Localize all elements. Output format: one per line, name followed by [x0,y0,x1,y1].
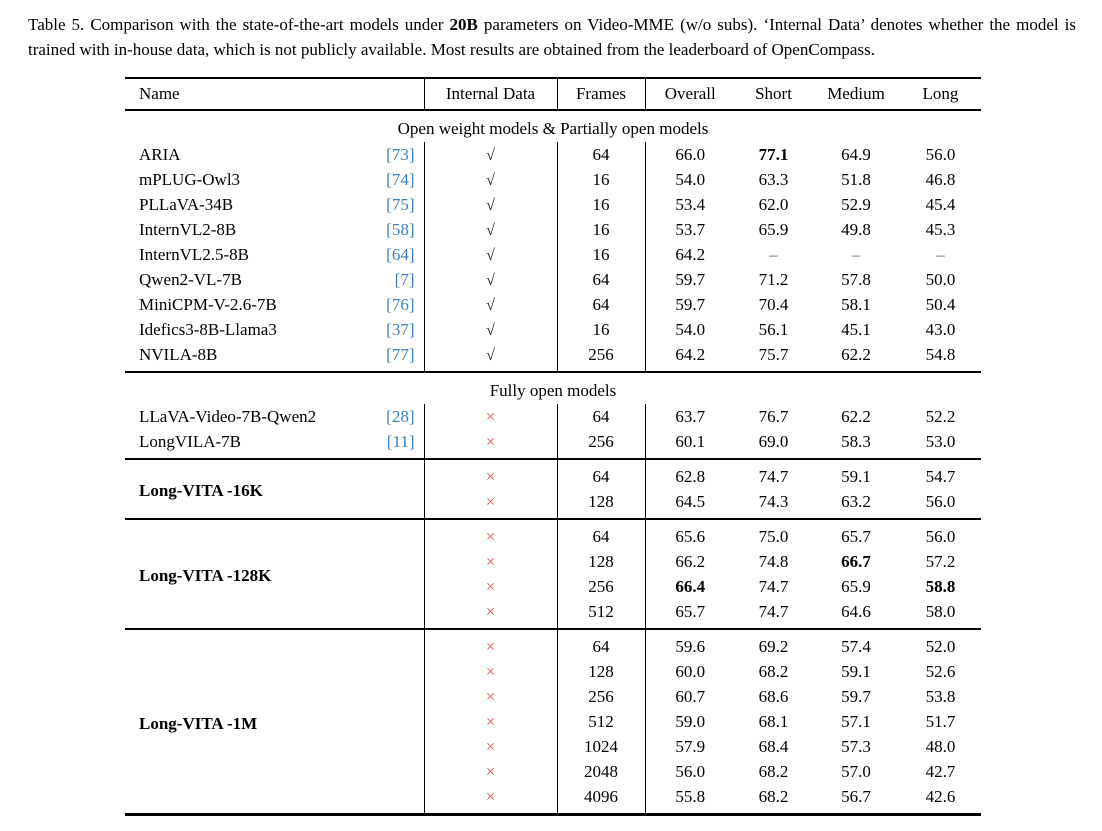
internal-data-cell [424,142,557,167]
medium-cell: 51.8 [841,169,871,189]
long-cell: 57.2 [925,551,956,571]
medium-cell: 57.4 [812,629,900,659]
medium-cell: 57.3 [841,736,871,756]
frames-cell: 256 [557,429,645,459]
citation-link[interactable]: [37] [386,319,415,339]
table-row [125,242,981,267]
frames-cell: 512 [557,599,645,629]
internal-data-cell [424,549,557,574]
model-name: Qwen2-VL-7B [139,269,242,289]
frames-cell: 2048 [557,759,645,784]
table-caption [28,12,1076,62]
frames-cell: 64 [557,629,645,659]
frames-cell: 128 [557,549,645,574]
medium-cell: 45.1 [841,319,871,339]
citation-link[interactable]: [75] [386,194,415,214]
frames-cell: 16 [557,167,645,192]
medium-cell: 65.9 [841,576,871,596]
long-cell: 50.4 [925,294,956,314]
citation-link[interactable]: [76] [386,294,415,314]
long-cell: 46.8 [925,169,956,189]
section-title-row [125,372,981,404]
long-cell: 56.0 [925,491,956,511]
cross-icon: × [485,661,496,681]
cross-icon: × [485,736,496,756]
cross-icon: × [485,786,496,806]
medium-cell: 66.7 [841,551,871,571]
citation-link[interactable]: [73] [386,144,415,164]
cross-icon: × [485,686,496,706]
short-cell: 69.0 [758,431,789,451]
medium-cell: 63.2 [841,491,871,511]
model-name-inner [139,170,415,190]
short-cell: 74.7 [758,576,789,596]
long-cell: 52.6 [925,661,956,681]
medium-cell: 65.7 [812,519,900,549]
table-row [125,317,981,342]
overall-cell: 59.7 [645,267,735,292]
header-frames: Frames [557,78,645,110]
medium-cell: 57.1 [841,711,871,731]
cross-icon: × [485,576,496,596]
medium-cell: 64.6 [841,601,871,621]
long-cell: 51.7 [925,711,956,731]
overall-cell: 59.0 [645,709,735,734]
model-name: MiniCPM-V-2.6-7B [139,294,277,314]
internal-data-cell [424,342,557,372]
model-name-inner [139,295,415,315]
short-cell: – [769,244,778,264]
overall-cell: 65.7 [645,599,735,629]
overall-cell: 60.7 [645,684,735,709]
overall-cell: 63.7 [645,404,735,429]
model-name-cell [125,267,424,292]
short-cell: 68.2 [758,786,789,806]
model-name-inner [139,345,415,365]
model-name-cell [125,167,424,192]
medium-cell: 58.1 [841,294,871,314]
frames-cell: 64 [557,267,645,292]
citation-link[interactable]: [77] [386,344,415,364]
internal-data-cell [424,192,557,217]
citation-link[interactable]: [64] [386,244,415,264]
model-name: ARIA [139,144,181,164]
frames-cell: 16 [557,192,645,217]
long-cell: 54.7 [900,459,981,489]
model-name-inner [139,220,415,240]
overall-cell: 56.0 [645,759,735,784]
check-icon: √ [486,321,495,339]
model-name-inner [139,270,415,290]
internal-data-cell [424,574,557,599]
overall-cell: 62.8 [645,459,735,489]
citation-link[interactable]: [58] [386,219,415,239]
cross-icon: × [485,601,496,621]
caption-text-after: parameters on Video-MME (w/o subs). ‘Internal Data’ denotes whether the model is trained with in-house data, which is not publicly available. Most results are obtained from the leaderboard of OpenCompass. [28,15,1077,59]
short-cell: 74.8 [758,551,789,571]
long-cell: 54.8 [925,344,956,364]
cross-icon: × [485,711,496,731]
check-icon: √ [486,246,495,264]
medium-cell: 62.2 [841,406,871,426]
overall-cell: 53.4 [645,192,735,217]
model-name-cell [125,192,424,217]
model-name: InternVL2.5-8B [139,244,250,264]
short-cell: 56.1 [758,319,789,339]
model-name-cell [125,142,424,167]
short-cell: 63.3 [758,169,789,189]
overall-cell: 66.4 [645,574,735,599]
long-cell: 42.7 [925,761,956,781]
caption-bold-term: 20B [449,15,478,34]
header-row [125,78,981,110]
cross-icon: × [485,466,496,486]
table-row [125,167,981,192]
header-internal-data: Internal Data [424,78,557,110]
long-cell: 53.8 [925,686,956,706]
check-icon: √ [486,221,495,239]
cross-icon: × [485,636,496,656]
model-name-cell [125,217,424,242]
frames-cell: 16 [557,317,645,342]
header-short: Short [735,78,812,110]
frames-cell: 4096 [557,784,645,815]
section-title-row [125,110,981,142]
header-long: Long [900,78,981,110]
long-cell: 53.0 [925,431,956,451]
overall-cell: 59.6 [645,629,735,659]
citation-link[interactable]: [74] [386,169,415,189]
long-cell: 58.0 [925,601,956,621]
medium-cell: 49.8 [841,219,871,239]
long-cell: – [936,244,945,264]
short-cell: 76.7 [758,406,789,426]
long-cell: 50.0 [925,269,956,289]
model-name-cell [125,317,424,342]
short-cell: 74.3 [758,491,789,511]
model-name: Idefics3-8B-Llama3 [139,319,277,339]
short-cell: 65.9 [758,219,789,239]
internal-data-cell [424,489,557,519]
long-cell: 56.0 [925,144,956,164]
short-cell: 75.7 [758,344,789,364]
internal-data-cell [424,404,557,429]
internal-data-cell [424,267,557,292]
section-title: Open weight models & Partially open models [125,110,981,142]
model-name-inner [139,245,415,265]
table-row [125,429,981,459]
check-icon: √ [486,196,495,214]
medium-cell: 59.1 [841,661,871,681]
medium-cell: – [851,244,861,264]
table-body [125,110,981,815]
model-name: LongVILA-7B [139,431,241,451]
model-name-cell [125,342,424,372]
short-cell: 68.4 [758,736,789,756]
internal-data-cell [424,459,557,489]
model-name-cell [125,459,424,519]
frames-cell: 64 [557,404,645,429]
internal-data-cell [424,684,557,709]
short-cell: 68.1 [758,711,789,731]
table-row [125,217,981,242]
section-title: Fully open models [125,372,981,404]
model-name: PLLaVA-34B [139,194,234,214]
model-name: NVILA-8B [139,344,218,364]
short-cell: 68.2 [758,661,789,681]
long-cell: 58.8 [925,576,956,596]
internal-data-cell [424,709,557,734]
overall-cell: 66.0 [645,142,735,167]
caption-text-before: Table 5. Comparison with the state-of-the-art models under [28,15,450,34]
table-row [125,629,981,659]
table-row [125,192,981,217]
cross-icon: × [485,551,496,571]
table-header [125,78,981,110]
cross-icon: × [485,526,496,546]
internal-data-cell [424,734,557,759]
long-cell: 48.0 [925,736,956,756]
overall-cell: 54.0 [645,317,735,342]
overall-cell: 64.2 [645,242,735,267]
long-cell: 43.0 [925,319,956,339]
frames-cell: 16 [557,242,645,267]
frames-cell: 64 [557,519,645,549]
frames-cell: 256 [557,684,645,709]
overall-cell: 60.1 [645,429,735,459]
internal-data-cell [424,629,557,659]
frames-cell: 64 [557,459,645,489]
overall-cell: 53.7 [645,217,735,242]
model-name-cell [125,242,424,267]
cross-icon: × [485,491,496,511]
overall-cell: 65.6 [645,519,735,549]
check-icon: √ [486,296,495,314]
model-name-cell [125,519,424,629]
header-name: Name [125,78,424,110]
frames-cell: 16 [557,217,645,242]
medium-cell: 56.7 [841,786,871,806]
model-name-cell [125,404,424,429]
medium-cell: 64.9 [841,144,871,164]
header-medium: Medium [812,78,900,110]
overall-cell: 64.5 [645,489,735,519]
table-row [125,404,981,429]
table-row [125,519,981,549]
medium-cell: 57.0 [841,761,871,781]
short-cell: 77.1 [758,144,789,164]
short-cell: 69.2 [735,629,812,659]
model-name: LLaVA-Video-7B-Qwen2 [139,406,317,426]
frames-cell: 1024 [557,734,645,759]
short-cell: 75.0 [735,519,812,549]
internal-data-cell [424,292,557,317]
model-name-inner [139,320,415,340]
short-cell: 68.6 [758,686,789,706]
frames-cell: 128 [557,489,645,519]
model-name: Long-VITA -128K [139,566,272,585]
frames-cell: 256 [557,574,645,599]
cross-icon: × [485,431,496,451]
table-row [125,459,981,489]
frames-cell: 256 [557,342,645,372]
model-name: InternVL2-8B [139,219,237,239]
short-cell: 62.0 [758,194,789,214]
internal-data-cell [424,759,557,784]
medium-cell: 57.8 [841,269,871,289]
internal-data-cell [424,217,557,242]
model-name: mPLUG-Owl3 [139,169,241,189]
model-name-inner [139,145,415,165]
model-name-inner [139,407,415,427]
short-cell: 70.4 [758,294,789,314]
model-name: Long-VITA -16K [139,481,263,500]
long-cell: 45.4 [925,194,956,214]
medium-cell: 52.9 [841,194,871,214]
internal-data-cell [424,784,557,815]
model-name-inner [139,432,415,452]
long-cell: 56.0 [900,519,981,549]
cross-icon: × [485,406,496,426]
internal-data-cell [424,519,557,549]
cross-icon: × [485,761,496,781]
long-cell: 52.2 [925,406,956,426]
frames-cell: 64 [557,142,645,167]
overall-cell: 60.0 [645,659,735,684]
internal-data-cell [424,429,557,459]
citation-link[interactable]: [7] [394,269,415,289]
check-icon: √ [486,346,495,364]
short-cell: 74.7 [735,459,812,489]
table-row [125,342,981,372]
overall-cell: 59.7 [645,292,735,317]
internal-data-cell [424,167,557,192]
model-name-inner [139,195,415,215]
citation-link[interactable]: [28] [386,406,415,426]
frames-cell: 128 [557,659,645,684]
model-name-cell [125,429,424,459]
long-cell: 52.0 [900,629,981,659]
frames-cell: 64 [557,292,645,317]
overall-cell: 64.2 [645,342,735,372]
overall-cell: 54.0 [645,167,735,192]
long-cell: 45.3 [925,219,956,239]
internal-data-cell [424,317,557,342]
medium-cell: 58.3 [841,431,871,451]
check-icon: √ [486,271,495,289]
internal-data-cell [424,659,557,684]
model-name-cell [125,629,424,815]
table-row [125,292,981,317]
short-cell: 68.2 [758,761,789,781]
long-cell: 42.6 [925,786,956,806]
internal-data-cell [424,242,557,267]
results-table [125,77,981,816]
short-cell: 71.2 [758,269,789,289]
medium-cell: 59.7 [841,686,871,706]
table-row [125,142,981,167]
overall-cell: 66.2 [645,549,735,574]
overall-cell: 55.8 [645,784,735,815]
medium-cell: 62.2 [841,344,871,364]
check-icon: √ [486,146,495,164]
short-cell: 74.7 [758,601,789,621]
check-icon: √ [486,171,495,189]
overall-cell: 57.9 [645,734,735,759]
frames-cell: 512 [557,709,645,734]
model-name: Long-VITA -1M [139,713,258,733]
model-name-cell [125,292,424,317]
internal-data-cell [424,599,557,629]
citation-link[interactable]: [11] [386,431,415,451]
header-overall: Overall [645,78,735,110]
table-row [125,267,981,292]
medium-cell: 59.1 [812,459,900,489]
